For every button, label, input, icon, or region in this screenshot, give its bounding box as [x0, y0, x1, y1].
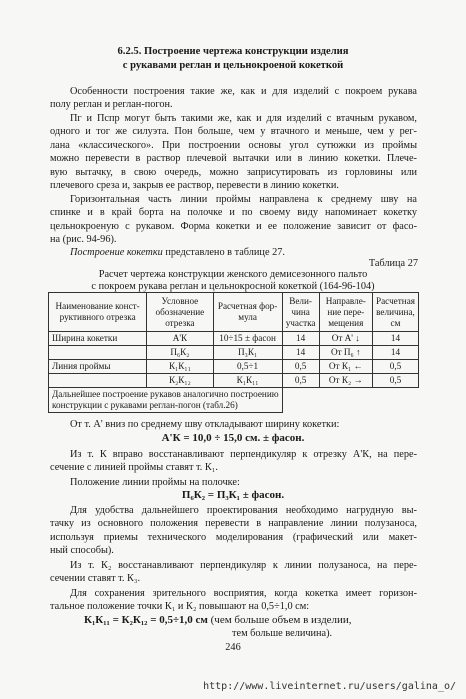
text-line: тальное положение точки К₁ и К₂ повышают на 0,5÷1,0 см:: [50, 601, 310, 613]
text-line: цельнокроеную с рукавом. Форма кокетки и ее положение зависит от фасо-: [50, 220, 417, 232]
table-row: [49, 374, 419, 388]
table-row: [49, 360, 419, 374]
table-title-line-1: Расчет чертежа конструкции женского демисезонного пальто: [98, 269, 368, 280]
paragraph-k2-perpendicular: [50, 559, 417, 586]
text-line: тачку из основного положения перевести в направление линии полузаноса,: [50, 518, 417, 530]
text-line: на (рис. 94-96).: [50, 234, 117, 246]
formula-raise-points: [84, 614, 352, 626]
table-cell: От П₆ ↑: [319, 346, 372, 360]
table-cell: А'К: [147, 332, 213, 346]
table-cell: От К₂ →: [319, 374, 372, 388]
text-line: лана «классического». При построении основы угол сутюжки из проймы: [50, 139, 417, 151]
text-line: Из т. К₂ восстанавливают перпендикуляр к линии полузаноса, на пере-: [70, 560, 417, 571]
text-line: полу реглан и реглан-погон.: [50, 99, 173, 111]
table-cell: 0,5: [282, 374, 319, 388]
table-cell: 0,5: [282, 360, 319, 374]
table-header-cell: Вели-чина участка: [282, 293, 319, 332]
table-cell: К₁К₁₁: [213, 374, 282, 388]
italic-text: Построение кокетки: [70, 247, 163, 258]
table-cell: К₁К₁₁: [147, 360, 213, 374]
table-cell: П₃К₁: [213, 346, 282, 360]
table-header-row: [49, 293, 419, 332]
text-line: Горизонтальная часть линии проймы направлена к среднему шву на: [70, 194, 417, 205]
table-cell: 14: [372, 332, 418, 346]
text-line: используя приемы технического моделирования (графический или макет-: [50, 531, 417, 543]
table-cell: От А' ↓: [319, 332, 372, 346]
text-line: От т. А' вниз по среднему шву откладывают ширину кокетки:: [70, 419, 340, 430]
text-line: Для сохранения зрительного восприятия, когда кокетка имеет горизон-: [70, 588, 417, 599]
page-number: 246: [225, 642, 241, 653]
table-cell: От К₁ ←: [319, 360, 372, 374]
formula-text: К₁К₁₁ = К₂К₁₂ = 0,5÷1,0 см: [84, 614, 208, 626]
text-line: ный способы).: [50, 545, 114, 557]
table-footer-cell: Дальнейшее построение рукавов аналогично построению конструкции с рукавами реглан-погон (табл.26): [49, 388, 283, 413]
source-url: http://www.liveinternet.ru/users/galina_o/: [203, 681, 456, 692]
text-line: одного и тог же силуэта. Пон больше, чем у втачного и меньше, чем у рег-: [50, 126, 417, 138]
text-line: плечевого среза и, закрыв ее раствор, перевести в линию кокетки.: [50, 180, 339, 192]
table-cell: 0,5: [372, 374, 418, 388]
text-line: Из т. К вправо восстанавливают перпендикуляр к отрезку А'К, на пере-: [70, 449, 417, 460]
table-cell: 0,5: [372, 360, 418, 374]
table-header-cell: Расчетная фор-мула: [213, 293, 282, 332]
formula-note-continued: тем больше величина).: [232, 628, 333, 639]
formula-note: (чем больше объем в изделии,: [207, 614, 352, 626]
table-cell: П₆К₂: [147, 346, 213, 360]
table-cell: К₂К₁₂: [147, 374, 213, 388]
text-line: сечение с линией проймы ставят т. К₁.: [50, 462, 218, 474]
section-heading-line-1: 6.2.5. Построение чертежа конструкции изделия: [117, 46, 349, 57]
paragraph-bust-dart: [50, 504, 417, 558]
table-header-cell: Направле-ние пере-мещения: [319, 293, 372, 332]
table-cell: [49, 346, 147, 360]
table-cell: 14: [282, 346, 319, 360]
table-title-line-2: с покроем рукава реглан и цельнокросной кокеткой (164-96-104): [91, 281, 375, 292]
table-cell: 14: [372, 346, 418, 360]
paragraph-features: [50, 85, 417, 112]
text-line: вую вытачку, в свою очередь, можно заприсутировать из горловины или: [50, 166, 417, 178]
formula-front-armhole: П₆К₂ = П₃К₁ ± фасон.: [181, 489, 285, 501]
table-cell: 10÷15 ± фасон: [213, 332, 282, 346]
text-line: Пг и Пспр могут быть такими же, как и для изделий с втачным рукавом,: [70, 113, 417, 124]
text-line: спинке и в край борта на полочке и по своему виду напоминает кокетку: [50, 207, 417, 219]
table-row: [49, 346, 419, 360]
table-header-cell: Условное обозначение отрезка: [147, 293, 213, 332]
paragraph-ease: [50, 112, 417, 192]
text-line: Положение линии проймы на полочке:: [70, 477, 240, 488]
table-row: [49, 332, 419, 346]
table-header-cell: Наименование конст-руктивного отрезка: [49, 293, 147, 332]
table-cell: [49, 374, 147, 388]
paragraph-visual-perception: [50, 587, 417, 614]
text-line: Для удобства дальнейшего проектирования необходимо нагрудную вы-: [70, 505, 417, 516]
paragraph-front-armhole: [50, 476, 417, 489]
table-footer-row: [49, 388, 419, 413]
table-cell: 0,5÷1: [213, 360, 282, 374]
text-line: [50, 246, 417, 259]
formula-yoke-width: А'К = 10,0 ÷ 15,0 см. ± фасон.: [161, 432, 305, 444]
calculation-table: [48, 292, 419, 413]
table-empty-cell: [282, 388, 418, 413]
table-header-cell: Расчетная величина, см: [372, 293, 418, 332]
text-line: сечении ставят т. К₃.: [50, 573, 141, 585]
paragraph-armhole: [50, 193, 417, 247]
text-line: можно перевести в раствор плечевой вытачки или в линию кокетки. Плече-: [50, 153, 417, 165]
text-span: представлено в таблице 27.: [162, 247, 285, 258]
text-line: Особенности построения такие же, как и для изделий с покроем рукава: [70, 86, 417, 97]
paragraph-yoke-reference: [50, 246, 417, 259]
section-heading-line-2: с рукавами реглан и цельнокроеной кокеткой: [122, 60, 344, 71]
paragraph-perpendicular: [50, 448, 417, 475]
table-cell: Ширина кокетки: [49, 332, 147, 346]
paragraph-yoke-width: [50, 418, 417, 431]
table-cell: 14: [282, 332, 319, 346]
table-cell: Линия проймы: [49, 360, 147, 374]
table-caption: Таблица 27: [368, 258, 418, 269]
